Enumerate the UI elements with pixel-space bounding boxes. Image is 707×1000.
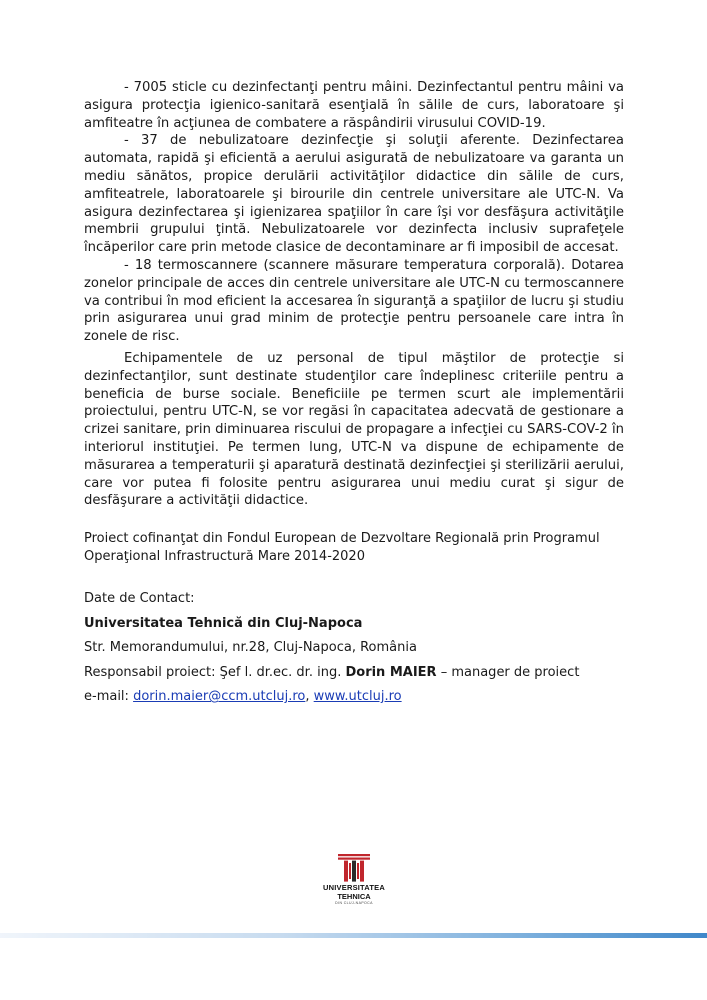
address: Str. Memorandumului, nr.28, Cluj-Napoca, România <box>84 640 417 656</box>
logo-text-universitatea: UNIVERSITATEA <box>323 883 385 892</box>
link-separator: , <box>305 689 310 705</box>
logo-text-tehnica: TEHNICA <box>337 892 371 901</box>
institution-name: Universitatea Tehnică din Cluj-Napoca <box>84 615 363 631</box>
manager-title: Responsabil proiect: Şef l. dr.ec. dr. ing. <box>84 664 342 680</box>
website-link[interactable]: www.utcluj.ro <box>313 689 402 705</box>
footer-divider <box>0 933 707 938</box>
document-body <box>84 79 624 713</box>
utcn-emblem-icon <box>337 853 371 883</box>
manager-role: – manager de proiect <box>440 664 580 680</box>
paragraph-personal-equipment: Echipamentele de uz personal de tipul măştilor de protecţie si dezinfectanţilor, sunt destinate studenţilor care îndeplinesc criteriile pentru a beneficia de burse sociale. Beneficiile pe termen scurt ale implementării proiectului, pentru UTC-N, se vor regăsi în capacitatea adecvată de gestionare a crizei sanitare, prin diminuarea riscului de propagare a infecţiei cu SARS-COV-2 în interiorul instituţiei. Pe termen lung, UTC-N va dispune de echipamente de măsurarea a temperaturii şi aparatură destinată dezinfecţiei şi sterilizării aerului, care vor putea fi folosite pentru asigurarea unui mediu curat şi sigur de desfăşurare a activităţii didactice. <box>84 350 624 509</box>
contact-section <box>84 590 624 706</box>
email-label: e-mail: <box>84 689 129 705</box>
email-link[interactable]: dorin.maier@ccm.utcluj.ro <box>133 689 306 705</box>
manager-name: Dorin MAIER <box>345 664 437 680</box>
paragraph-sanitizer-bottles: - 7005 sticle cu dezinfectanţi pentru mâini. Dezinfectantul pentru mâini va asigura protecţia igienico-sanitară esenţială în sălile de curs, laboratoare şi amfiteatre în acţiunea de combatere a răspândirii virusului COVID-19. <box>84 80 624 131</box>
paragraph-nebulizers: - 37 de nebulizatoare dezinfecţie şi soluţii aferente. Dezinfectarea automata, rapidă şi eficientă a aerului asigurată de nebulizatoare va garanta un mediu sănătos, propice derulării activităţilor didactice din sălile de curs, amfiteatrele, laboratoarele şi birourile din centrele universitare ale UTC-N. Va asigura dezinfectarea şi igienizarea spaţiilor în care îşi vor desfăşura activităţile membrii grupului ţintă. Nebulizatoarele vor dezinfecta inclusiv suprafeţele încăperilor care prin metode clasice de decontaminare ar fi imposibil de accesat. <box>84 133 624 256</box>
university-logo <box>313 853 395 913</box>
funding-statement: Proiect cofinanţat din Fondul European de Dezvoltare Regională prin Programul Operaţional Infrastructură Mare 2014-2020 <box>84 531 600 565</box>
project-manager-line <box>84 664 624 682</box>
contact-heading: Date de Contact: <box>84 591 195 607</box>
email-line <box>84 688 624 706</box>
paragraph-thermoscanners: - 18 termoscannere (scannere măsurare temperatura corporală). Dotarea zonelor principale de acces din centrele universitare ale UTC-N cu termoscannere va contribui în mod eficient la accesarea în siguranţă a spaţiilor de lucru şi studiu prin asigurarea unui grad minim de protecţie pentru persoanele care intra în zonele de risc. <box>84 257 624 345</box>
logo-text-location: DIN CLUJ-NAPOCA <box>335 901 373 905</box>
